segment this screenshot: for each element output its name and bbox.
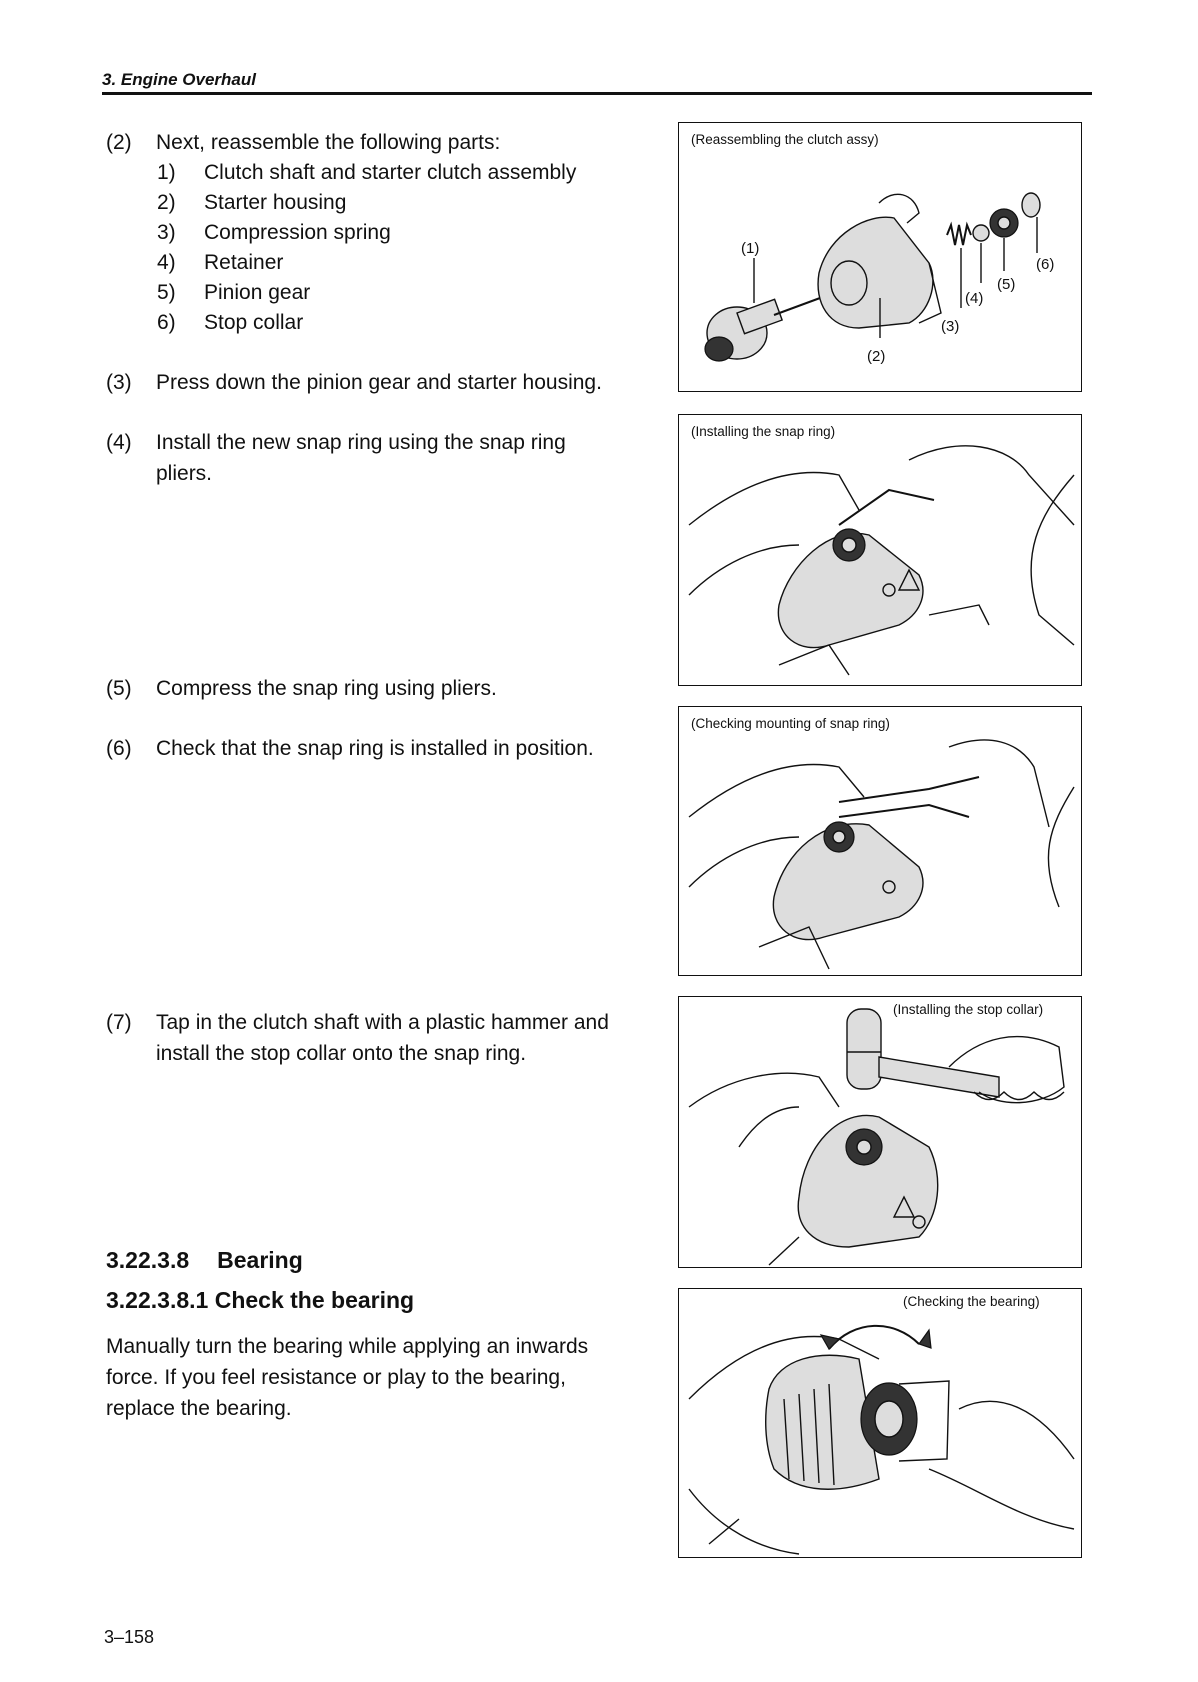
part-name: Clutch shaft and starter clutch assembly: [204, 161, 577, 184]
step-number: (5): [106, 677, 132, 700]
part-number: 4): [157, 251, 176, 274]
figure-checking-bearing: [678, 1288, 1082, 1558]
section-header: 3. Engine Overhaul: [102, 70, 256, 89]
step-number: (4): [106, 431, 132, 454]
paragraph-line: Manually turn the bearing while applying an inwards: [106, 1335, 589, 1358]
paragraph-line: force. If you feel resistance or play to the bearing,: [106, 1366, 566, 1389]
figure-checking-snap-ring: [678, 706, 1082, 976]
step-text: Check that the snap ring is installed in position.: [156, 737, 594, 760]
snap-ring-install-illustration: [679, 415, 1082, 686]
subsection-heading: [106, 1287, 414, 1314]
callout-2: (2): [867, 348, 886, 365]
page-number: 3–158: [104, 1627, 155, 1647]
step-number: (2): [106, 131, 132, 154]
bearing-check-illustration: [679, 1289, 1082, 1558]
step-number: (3): [106, 371, 132, 394]
figure-caption: (Checking the bearing): [903, 1294, 1040, 1309]
callout-6: (6): [1036, 256, 1055, 273]
part-number: 5): [157, 281, 176, 304]
step-text: Install the new snap ring using the snap ring: [156, 431, 566, 454]
step-text: Compress the snap ring using pliers.: [156, 677, 497, 700]
heading-title: Bearing: [217, 1247, 303, 1273]
step-text: pliers.: [156, 462, 213, 485]
part-name: Compression spring: [204, 221, 391, 244]
figure-clutch-assy: [678, 122, 1082, 392]
subheading-title: Check the bearing: [214, 1287, 415, 1313]
figure-caption: (Reassembling the clutch assy): [691, 132, 879, 147]
callout-5: (5): [997, 276, 1016, 293]
snap-ring-check-illustration: [679, 707, 1082, 976]
step-text: Next, reassemble the following parts:: [156, 131, 501, 154]
step-number: (7): [106, 1011, 132, 1034]
clutch-assembly-illustration: [679, 123, 1082, 392]
stop-collar-install-illustration: [679, 997, 1082, 1268]
figure-caption: (Checking mounting of snap ring): [691, 716, 890, 731]
step-text: Press down the pinion gear and starter housing.: [156, 371, 602, 394]
part-name: Stop collar: [204, 311, 304, 334]
part-number: 1): [157, 161, 176, 184]
part-name: Retainer: [204, 251, 284, 274]
step-text: install the stop collar onto the snap ring.: [156, 1042, 527, 1065]
step-number: (6): [106, 737, 132, 760]
part-name: Starter housing: [204, 191, 347, 214]
figure-installing-stop-collar: [678, 996, 1082, 1268]
figure-installing-snap-ring: [678, 414, 1082, 686]
heading-number: 3.22.3.8: [106, 1247, 190, 1273]
paragraph-line: replace the bearing.: [106, 1397, 292, 1420]
figure-caption: (Installing the stop collar): [893, 1002, 1044, 1017]
part-number: 6): [157, 311, 176, 334]
callout-3: (3): [941, 318, 960, 335]
callout-1: (1): [741, 240, 760, 257]
figure-caption: (Installing the snap ring): [691, 424, 836, 439]
section-heading: [106, 1247, 303, 1274]
part-name: Pinion gear: [204, 281, 311, 304]
step-text: Tap in the clutch shaft with a plastic hammer and: [156, 1011, 609, 1034]
part-number: 3): [157, 221, 176, 244]
header-rule: [102, 92, 1092, 95]
subheading-number: 3.22.3.8.1: [106, 1287, 209, 1313]
part-number: 2): [157, 191, 176, 214]
callout-4: (4): [965, 290, 984, 307]
